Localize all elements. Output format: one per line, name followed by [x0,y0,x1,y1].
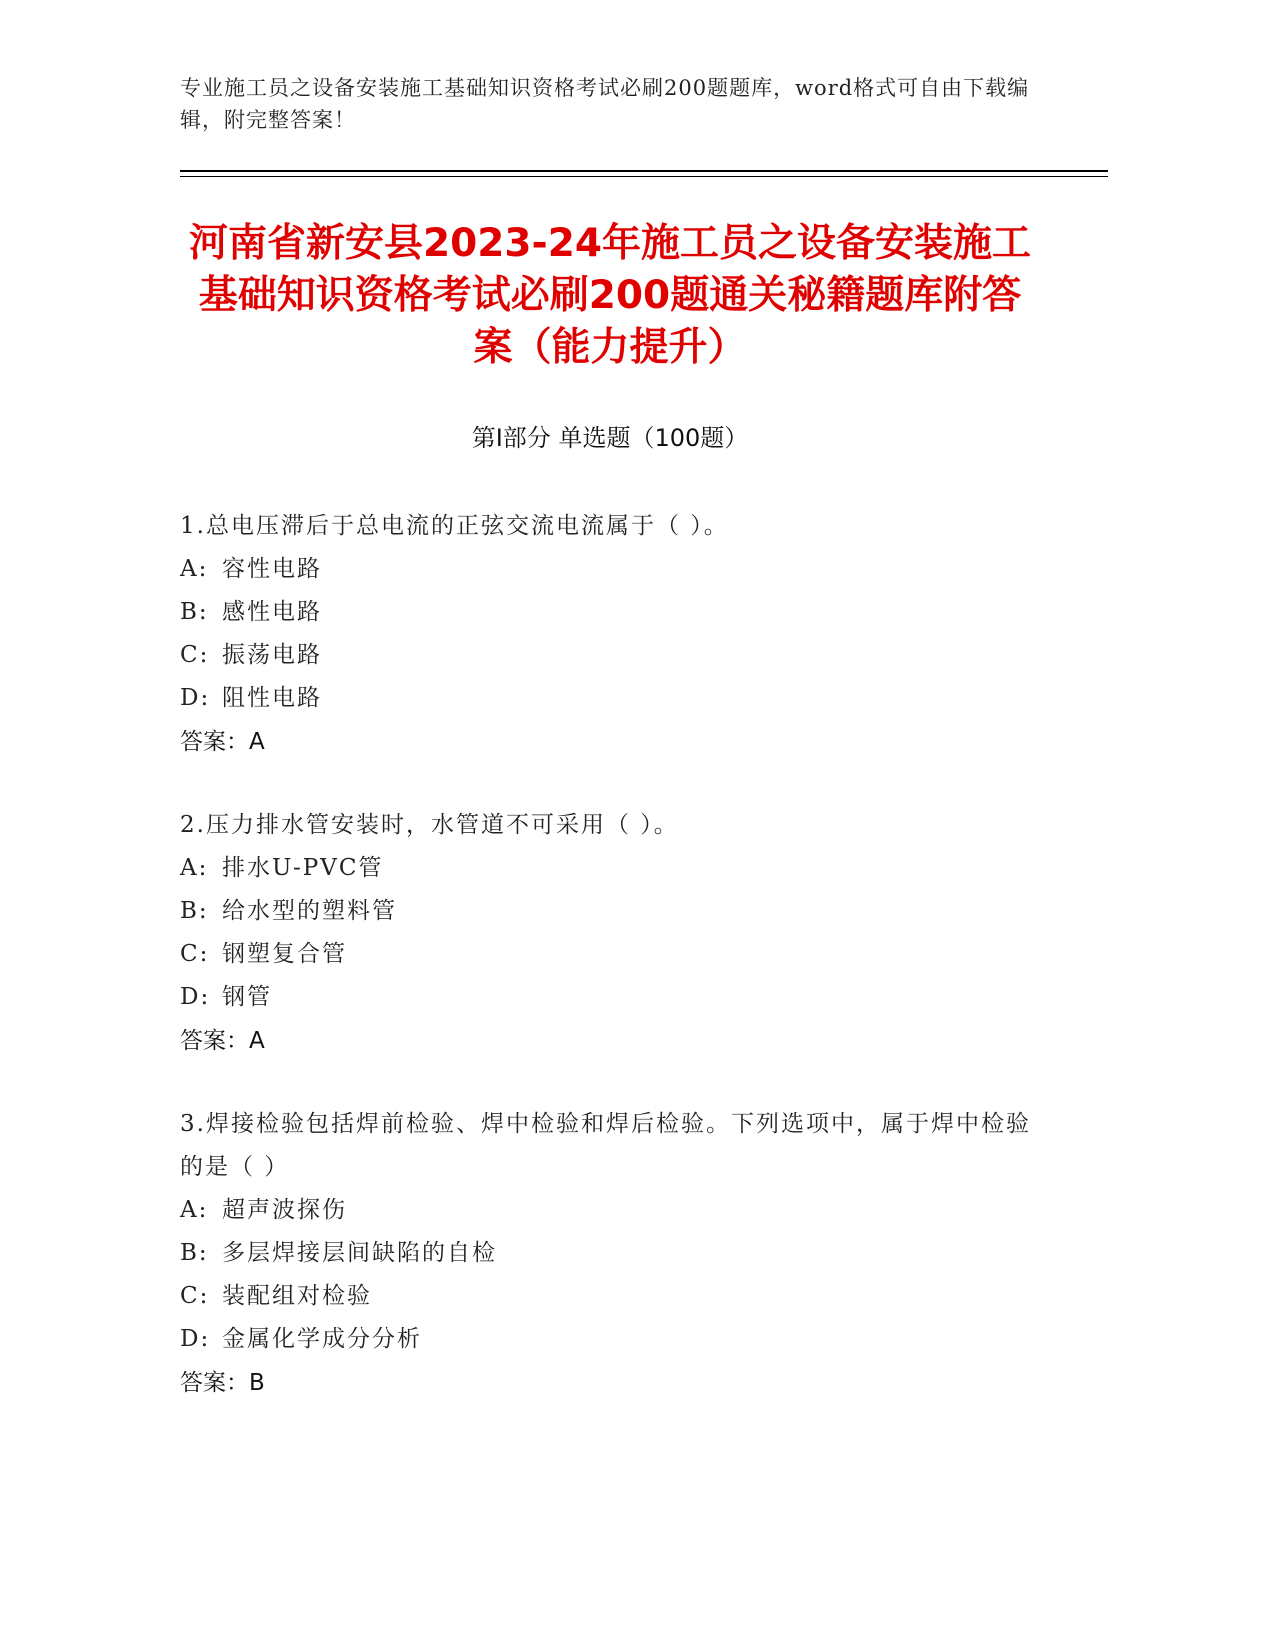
option-a [180,847,1040,890]
option-c [180,933,1040,976]
option-a [180,1189,1040,1232]
option-letter: A: [180,855,209,881]
option-letter: B: [180,898,209,924]
option-letter: B: [180,599,209,625]
option-a [180,548,1040,591]
question-stem: 1.总电压滞后于总电流的正弦交流电流属于（ ）。 [180,513,729,539]
option-b [180,890,1040,933]
answer-line: 答案：B [180,1370,265,1396]
option-b [180,591,1040,634]
option-letter: C: [180,941,210,967]
answer-line: 答案：A [180,1028,265,1054]
option-text: 感性电路 [222,599,322,625]
option-d [180,677,1040,720]
option-text: 排水U-PVC管 [222,855,384,881]
question-item [180,1103,1040,1405]
option-letter: A: [180,556,209,582]
question-item [180,804,1040,1063]
header-divider-thin [180,176,1108,177]
option-text: 多层焊接层间缺陷的自检 [222,1240,497,1266]
option-text: 金属化学成分分析 [222,1326,422,1352]
option-text: 振荡电路 [222,642,322,668]
header-note: 专业施工员之设备安装施工基础知识资格考试必刷200题题库，word格式可自由下载编辑，附完整答案！ [180,76,1030,132]
option-text: 阻性电路 [222,685,322,711]
document-title: 河南省新安县2023-24年施工员之设备安装施工基础知识资格考试必刷200题通关秘籍题库附答案（能力提升） [188,221,1031,370]
option-text: 超声波探伤 [222,1197,347,1223]
section-heading: 第Ⅰ部分 单选题（100题） [471,424,749,452]
option-letter: D: [180,685,211,711]
question-stem: 3.焊接检验包括焊前检验、焊中检验和焊后检验。下列选项中，属于焊中检验的是（ ） [180,1111,1031,1180]
option-letter: C: [180,1283,210,1309]
option-text: 装配组对检验 [222,1283,372,1309]
option-letter: C: [180,642,210,668]
option-letter: D: [180,984,211,1010]
option-text: 钢塑复合管 [222,941,347,967]
option-letter: B: [180,1240,209,1266]
option-letter: A: [180,1197,209,1223]
option-text: 钢管 [222,984,272,1010]
answer-line: 答案：A [180,729,265,755]
option-c [180,634,1040,677]
header-divider-thick [180,170,1108,172]
question-stem: 2.压力排水管安装时，水管道不可采用（ ）。 [180,812,679,838]
option-text: 容性电路 [222,556,322,582]
option-d [180,976,1040,1019]
option-c [180,1275,1040,1318]
question-list [180,505,1040,1445]
question-item [180,505,1040,764]
option-letter: D: [180,1326,211,1352]
option-text: 给水型的塑料管 [222,898,397,924]
option-b [180,1232,1040,1275]
option-d [180,1318,1040,1361]
